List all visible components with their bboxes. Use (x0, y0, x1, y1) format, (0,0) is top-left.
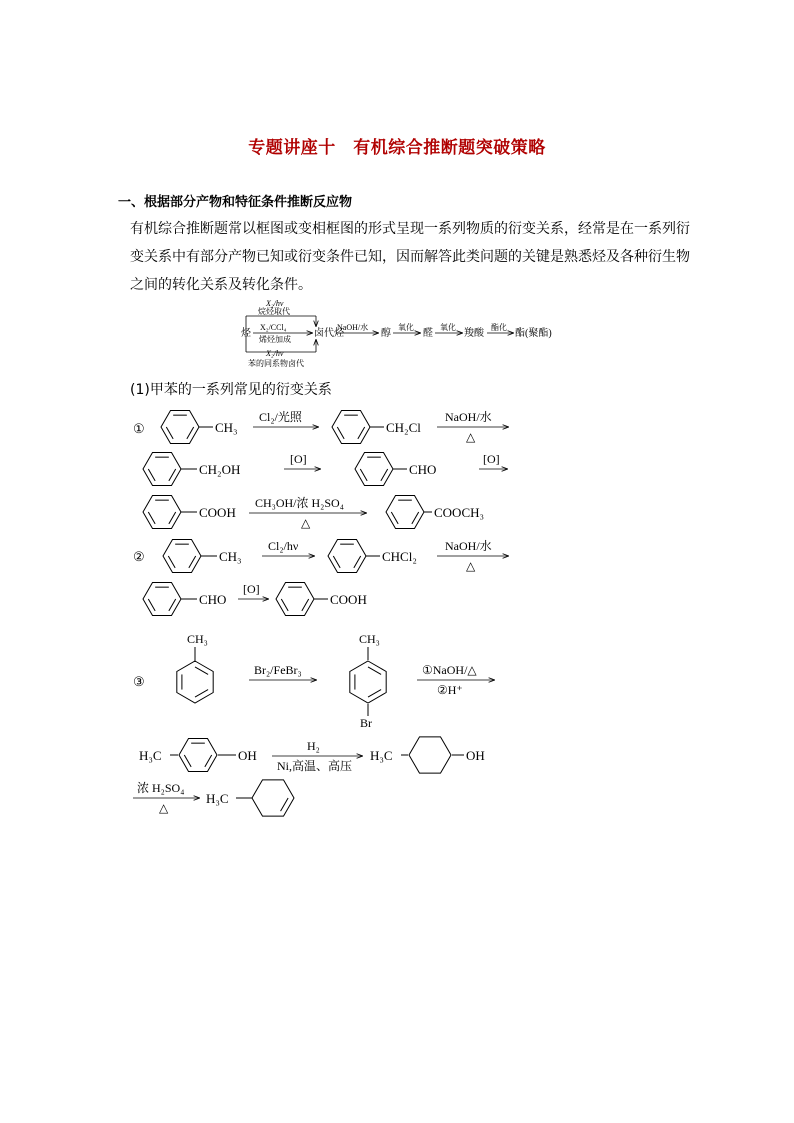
page-title: 专题讲座十 有机综合推断题突破策略 (248, 138, 546, 158)
r3-c3b: Ni,高温、高压 (277, 759, 353, 773)
r2-c2b: △ (466, 559, 476, 573)
scheme-alcohol: 醇 (381, 328, 391, 339)
r3-c4a: 浓 H₂SO₄ (137, 781, 185, 795)
r1-c2b: △ (466, 430, 476, 444)
r1-num: ① (133, 421, 145, 436)
r2-c2a: NaOH/水 (445, 539, 492, 553)
r1-c2a: NaOH/水 (445, 410, 492, 424)
benzene-ring-icon (328, 540, 366, 573)
r2-s4: COOH (330, 592, 367, 607)
benzene-ring-icon (163, 540, 201, 573)
scheme-c4: 酯化 (491, 323, 507, 332)
r1-c4: [O] (483, 452, 500, 466)
r3-s3left: H₃C (139, 748, 162, 763)
conversion-scheme (241, 299, 552, 368)
r2-c1: Cl₂/hν (268, 539, 299, 553)
scheme-acid: 羧酸 (464, 328, 484, 339)
r3-c1: Br₂/FeBr₃ (254, 663, 302, 677)
cyclohexane-ring-icon (409, 737, 451, 773)
r2-s3: CHO (199, 592, 227, 607)
r3-c4b: △ (159, 801, 169, 815)
benzene-ring-icon (161, 411, 199, 444)
r3-num: ③ (133, 674, 145, 689)
scheme-top-label: 烷烃取代 (258, 307, 290, 316)
r3-s2bot: Br (360, 716, 372, 730)
r1-s4: CHO (409, 462, 437, 477)
benzene-ring-icon (350, 661, 386, 703)
r3-s3right: OH (238, 748, 257, 763)
r1-s6: COOCH₃ (434, 505, 485, 520)
r3-s2top: CH₃ (359, 632, 380, 646)
r1-c5a: CH₃OH/浓 H₂SO₄ (255, 496, 344, 510)
r3-s1top: CH₃ (187, 632, 208, 646)
scheme-hydrocarbon: 烃 (241, 328, 251, 339)
r2-c3: [O] (243, 582, 260, 596)
r1-s5: COOH (199, 505, 236, 520)
r1-c3: [O] (290, 452, 307, 466)
scheme-c2: 氧化 (398, 323, 414, 332)
r3-s5left: H₃C (206, 791, 229, 806)
benzene-ring-icon (177, 661, 213, 703)
r1-s2: CH₂Cl (386, 420, 421, 435)
reaction-1 (133, 409, 508, 530)
scheme-aldehyde: 醛 (423, 328, 433, 339)
scheme-top-cond: X₂/hν (266, 299, 284, 308)
scheme-bot-label: 苯的同系物卤代 (248, 359, 304, 368)
benzene-ring-icon (386, 496, 424, 529)
benzene-ring-icon (179, 739, 217, 772)
r3-s4left: H₃C (370, 748, 393, 763)
r3-c2a: ①NaOH/△ (422, 663, 477, 677)
cyclohexene-ring-icon (252, 780, 294, 816)
reaction-2 (133, 538, 508, 615)
r2-num: ② (133, 549, 145, 564)
scheme-c3: 氧化 (440, 323, 456, 332)
benzene-ring-icon (355, 453, 393, 486)
r1-s3: CH₂OH (199, 462, 241, 477)
r3-c3a: H₂ (307, 739, 320, 753)
r3-s4right: OH (466, 748, 485, 763)
r2-s1: CH₃ (219, 549, 242, 564)
intro-text: 有机综合推断题常以框图或变相框图的形式呈现一系列物质的衍变关系，经常是在一系列衍变关系中有部分产物已知或衍变条件已知，因而解答此类问题的关键是熟悉烃及各种衍生物之间的转化关系及转化条件。 (130, 221, 690, 293)
scheme-ester: 酯(聚酯) (515, 328, 552, 339)
r2-s2: CHCl₂ (382, 549, 417, 564)
r1-c1: Cl₂/光照 (259, 410, 302, 424)
r1-s1: CH₃ (215, 420, 238, 435)
scheme-halide: 卤代烃 (314, 328, 344, 339)
scheme-bot-cond: X₂/hν (266, 349, 284, 358)
section-heading: 一、根据部分产物和特征条件推断反应物 (118, 195, 353, 210)
benzene-ring-icon (276, 583, 314, 616)
benzene-ring-icon (332, 411, 370, 444)
reaction-3 (133, 632, 494, 816)
benzene-ring-icon (143, 583, 181, 616)
benzene-ring-icon (143, 496, 181, 529)
benzene-ring-icon (143, 453, 181, 486)
subheading: (1)甲苯的一系列常见的衍变关系 (130, 382, 332, 398)
r3-c2b: ②H⁺ (437, 683, 463, 697)
scheme-mid-cond: X₂/CCl₄ (260, 323, 287, 332)
scheme-c1: NaOH/水 (337, 323, 369, 332)
r1-c5b: △ (301, 516, 311, 530)
scheme-mid-label: 烯烃加成 (259, 335, 291, 344)
